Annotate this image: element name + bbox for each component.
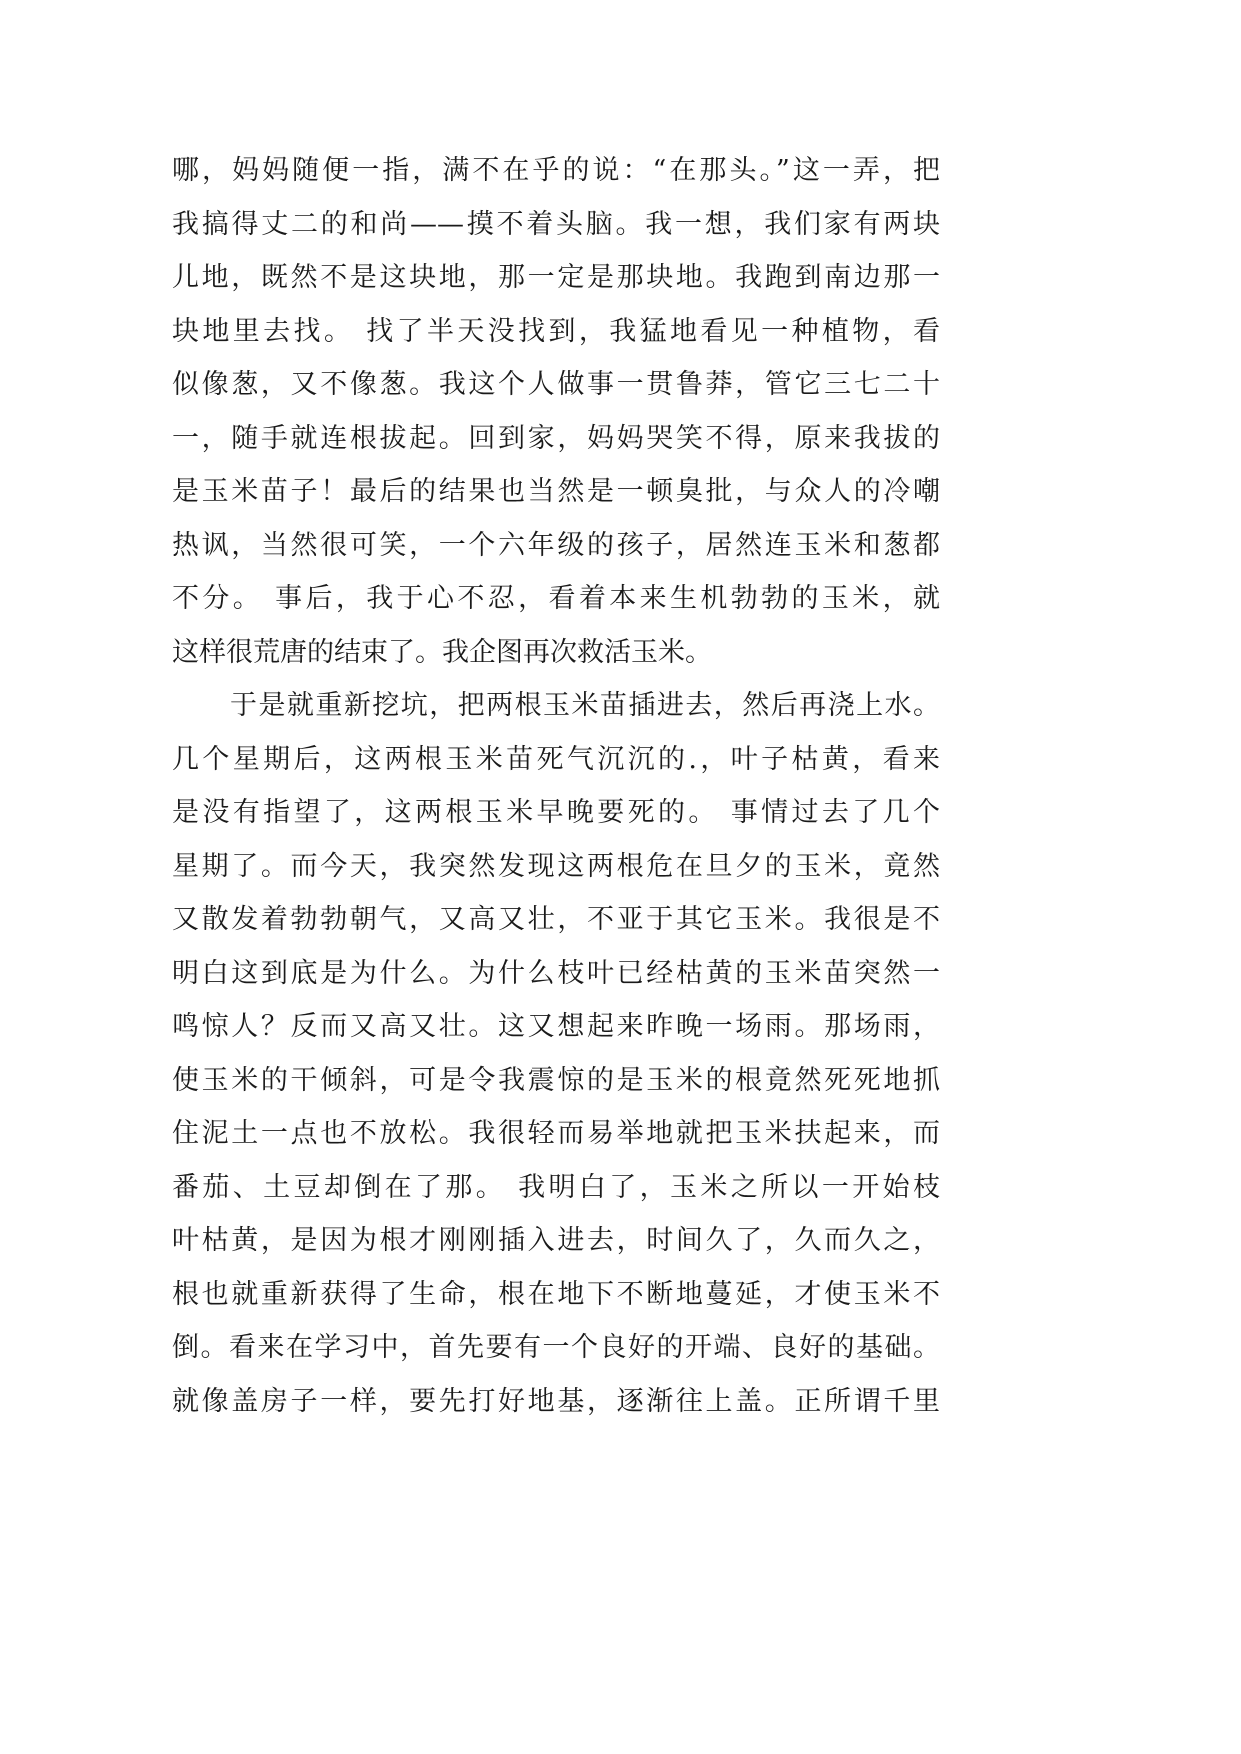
text-line: 几个星期后，这两根玉米苗死气沉沉的.，叶子枯黄，看来 (172, 743, 940, 775)
text-line: 块地里去找。 找了半天没找到，我猛地看见一种植物，看 (172, 315, 940, 347)
text-line: 叶枯黄，是因为根才刚刚插入进去，时间久了，久而久之， (172, 1225, 940, 1256)
text-line: 是没有指望了，这两根玉米早晚要死的。 事情过去了几个 (172, 797, 940, 828)
text-line: 于是就重新挖坑，把两根玉米苗插进去，然后再浇上水。 (230, 690, 940, 721)
text-line: 就像盖房子一样，要先打好地基，逐渐往上盖。正所谓千里 (172, 1385, 940, 1417)
text-line: 倒。看来在学习中，首先要有一个良好的开端、良好的基础。 (172, 1332, 940, 1363)
paragraph-2 (172, 679, 940, 1428)
text-line: 是玉米苗子！最后的结果也当然是一顿臭批，与众人的冷嘲 (172, 476, 940, 507)
text-line: 似像葱，又不像葱。我这个人做事一贯鲁莽，管它三七二十 (172, 369, 940, 400)
text-line: 住泥土一点也不放松。我很轻而易举地就把玉米扶起来，而 (172, 1118, 940, 1149)
text-line: 哪，妈妈随便一指，满不在乎的说：“在那头。”这一弄，把 (172, 155, 940, 186)
paragraph-1 (172, 144, 940, 679)
text-line: 明白这到底是为什么。为什么枝叶已经枯黄的玉米苗突然一 (172, 957, 940, 989)
text-line: 根也就重新获得了生命，根在地下不断地蔓延，才使玉米不 (172, 1278, 940, 1310)
text-line: 星期了。而今天，我突然发现这两根危在旦夕的玉米，竟然 (172, 850, 940, 882)
text-line: 这样很荒唐的结束了。我企图再次救活玉米。 (172, 636, 712, 668)
body-text (172, 144, 940, 1428)
text-line: 热讽，当然很可笑，一个六年级的孩子，居然连玉米和葱都 (172, 529, 940, 561)
text-line: 不分。 事后，我于心不忍，看着本来生机勃勃的玉米，就 (172, 583, 940, 614)
text-line: 一，随手就连根拔起。回到家，妈妈哭笑不得，原来我拔的 (172, 422, 940, 454)
text-line: 鸣惊人？反而又高又壮。这又想起来昨晚一场雨。那场雨， (172, 1011, 940, 1042)
text-line: 我搞得丈二的和尚——摸不着头脑。我一想，我们家有两块 (172, 208, 940, 240)
text-line: 番茄、土豆却倒在了那。 我明白了，玉米之所以一开始枝 (172, 1171, 940, 1203)
text-line: 又散发着勃勃朝气，又高又壮，不亚于其它玉米。我很是不 (172, 904, 940, 935)
text-line: 使玉米的干倾斜，可是令我震惊的是玉米的根竟然死死地抓 (172, 1064, 940, 1096)
text-line: 儿地，既然不是这块地，那一定是那块地。我跑到南边那一 (172, 262, 940, 293)
